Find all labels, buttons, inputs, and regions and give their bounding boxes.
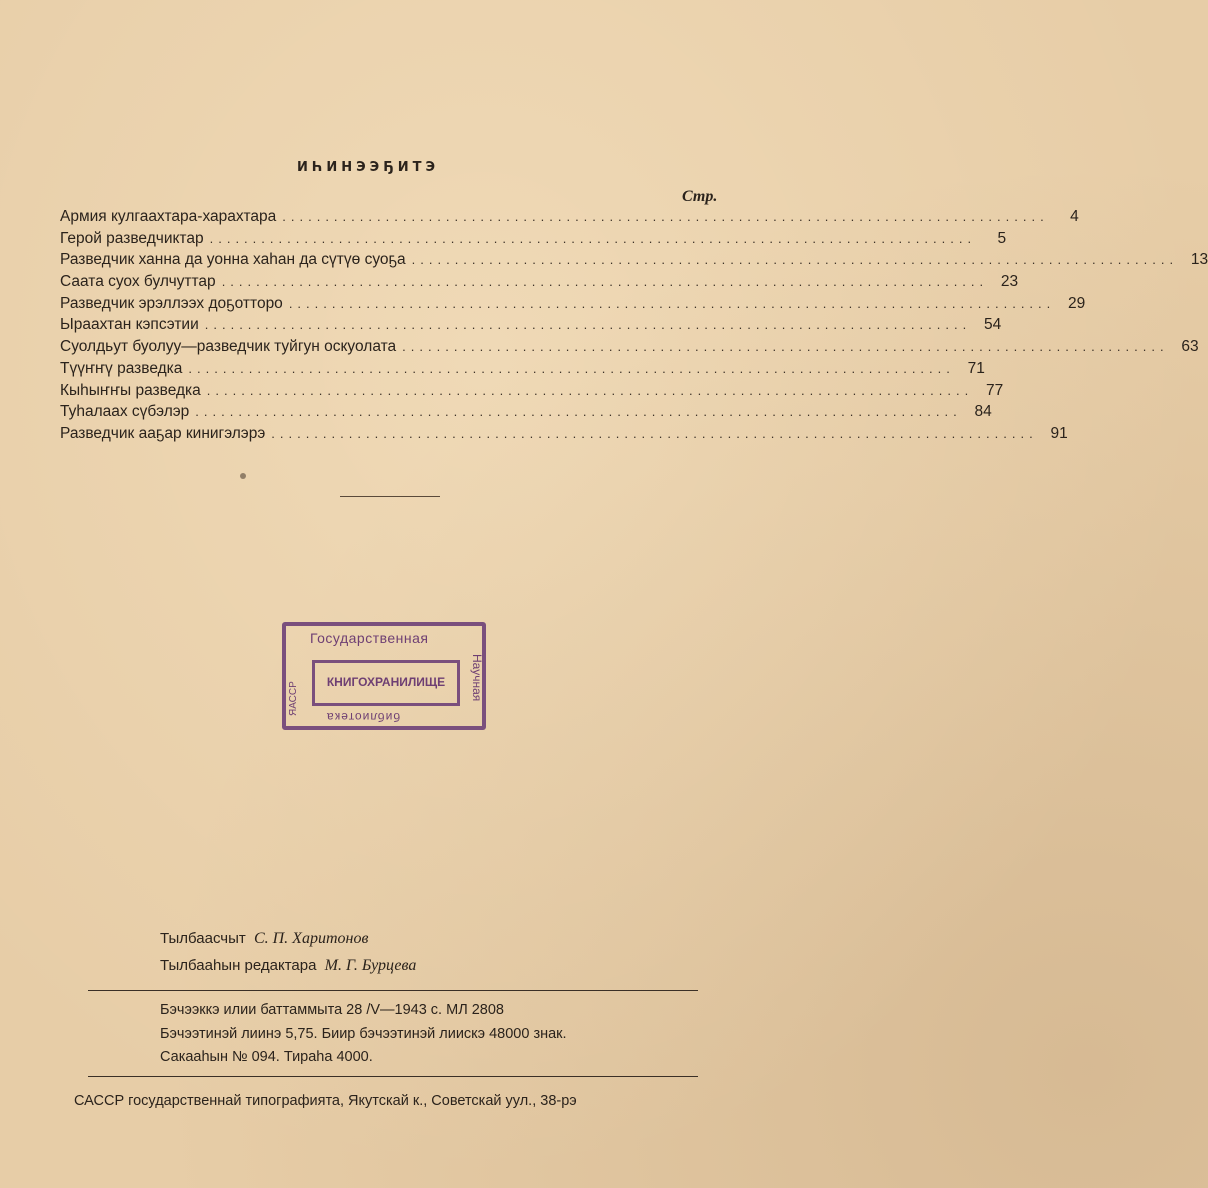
toc-entry-page: 63	[1181, 338, 1199, 356]
toc-entry-title: Разведчик ааҕар кинигэлэрэ	[60, 424, 266, 442]
toc-entry-title: Кыһыҥҥы разведка	[60, 381, 201, 399]
toc-entry-title: Герой разведчиктар	[60, 229, 204, 247]
imprint-line-1: Бэчээккэ илии баттаммыта 28 /V—1943 с. МЛ 2808	[160, 1002, 504, 1018]
toc-entry-page: 29	[1068, 294, 1086, 312]
toc-entry	[60, 424, 1068, 447]
imprint-line-3: Сакааһын № 094. Тираһа 4000.	[160, 1049, 373, 1065]
toc-entry-page: 23	[1000, 273, 1019, 291]
imprint-rule-top	[88, 990, 698, 991]
editor-name: М. Г. Бурцева	[324, 957, 417, 974]
toc-entry-title: Саата суох булчуттар	[60, 273, 216, 291]
table-of-contents	[60, 208, 1208, 447]
toc-entry-title: Разведчик ханна да уонна хаһан да сүтүө суоҕа	[60, 251, 406, 269]
toc-leader-dots: .........................................................................................	[221, 274, 989, 290]
editor-credit	[160, 957, 416, 975]
stamp-right-text: Научная	[470, 654, 484, 702]
translator-label: Тылбаасчыт	[160, 930, 246, 947]
toc-entry-page: 91	[1050, 424, 1068, 442]
toc-entry-page: 77	[985, 381, 1004, 399]
stamp-left-text: ЯАССР	[288, 681, 299, 716]
toc-leader-dots: .........................................................................................	[204, 317, 972, 333]
printer-footer: САССР государственнай типографията, Якутскай к., Советскай уул., 38-рэ	[74, 1093, 577, 1109]
toc-entry	[60, 381, 1004, 404]
toc-leader-dots: .........................................................................................	[288, 295, 1056, 311]
translator-name: С. П. Харитонов	[253, 930, 369, 947]
toc-entry-title: Армия кулгаахтара-харахтара	[60, 208, 277, 225]
ink-dot	[240, 473, 246, 479]
page-column-label: Стр.	[682, 188, 718, 205]
toc-entry	[60, 294, 1086, 317]
toc-leader-dots: .........................................................................................	[402, 339, 1169, 355]
toc-entry-page: 54	[983, 316, 1002, 334]
toc-leader-dots: .........................................................................................	[271, 425, 1038, 441]
stamp-top-text: Государственная	[310, 630, 429, 646]
toc-entry-page: 13	[1190, 251, 1208, 269]
imprint-line-2: Бэчээтинэй лиинэ 5,75. Биир бэчээтинэй лиискэ 48000 знак.	[160, 1026, 567, 1042]
translator-credit	[160, 930, 368, 948]
toc-entry	[60, 359, 985, 382]
toc-leader-dots: .........................................................................................	[282, 209, 1049, 224]
toc-leader-dots: .........................................................................................	[195, 404, 962, 420]
library-stamp	[282, 622, 486, 730]
stamp-middle-text: КНИГОХРАНИЛИЩЕ	[312, 660, 460, 706]
toc-entry	[60, 229, 1007, 252]
toc-entry-page: 84	[974, 403, 992, 421]
toc-entry-title: Түүҥҥү разведка	[60, 359, 183, 377]
toc-entry-title: Туһалаах сүбэлэр	[60, 403, 190, 421]
toc-entry	[60, 338, 1199, 360]
toc-entry-page: 5	[997, 229, 1007, 247]
toc-entry-page: 71	[967, 359, 985, 377]
toc-leader-dots: .........................................................................................	[209, 230, 977, 246]
toc-entry	[60, 273, 1019, 295]
editor-label: Тылбааһын редактара	[160, 957, 317, 974]
toc-entry-title: Суолдьут буолуу—разведчик туйгун оскуолата	[60, 338, 397, 356]
imprint-rule-bottom	[88, 1076, 698, 1077]
toc-leader-dots: .........................................................................................	[411, 252, 1179, 268]
toc-entry-title: Ыраахтан кэпсэтии	[60, 316, 199, 334]
toc-leader-dots: .........................................................................................	[188, 360, 955, 376]
contents-title: ИҺИНЭЭҔИТЭ	[296, 160, 440, 175]
toc-entry	[60, 251, 1208, 273]
stamp-bottom-text: библиотека	[326, 710, 401, 724]
toc-entry-title: Разведчик эрэллээх доҕотторо	[60, 294, 283, 312]
toc-entry	[60, 403, 992, 425]
toc-leader-dots: .........................................................................................	[206, 382, 974, 398]
toc-entry	[60, 316, 1002, 338]
section-divider	[340, 496, 440, 497]
toc-entry	[60, 208, 1079, 230]
toc-entry-page: 4	[1070, 208, 1079, 225]
